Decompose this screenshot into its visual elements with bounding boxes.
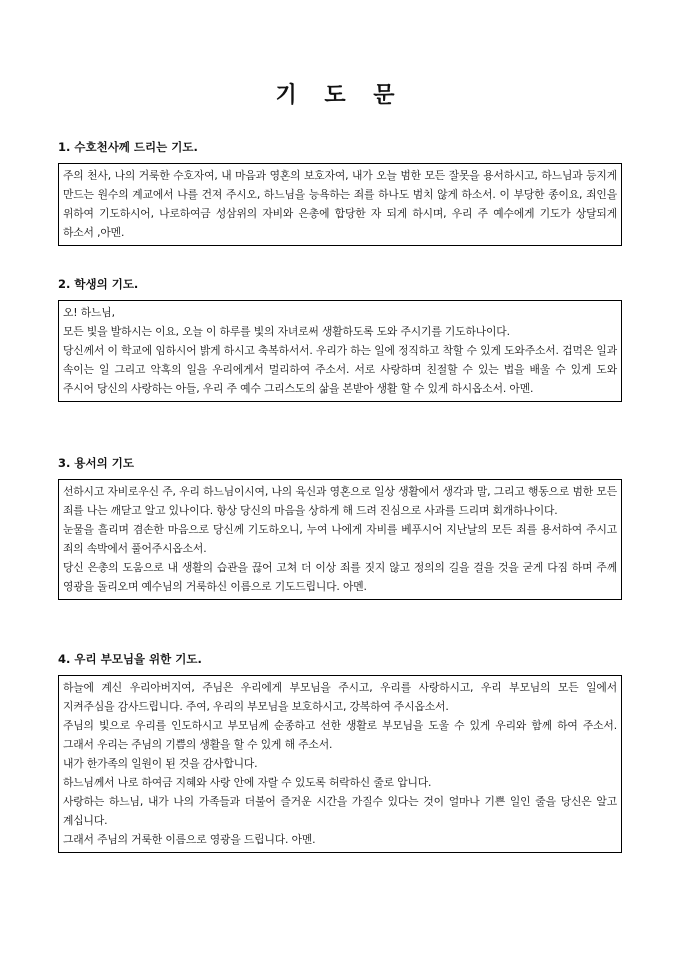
prayer-paragraph: 선하시고 자비로우신 주, 우리 하느님이시여, 나의 육신과 영혼으로 일상 생활에서 생각과 말, 그리고 행동으로 범한 모든 죄를 나는 깨닫고 알고 있나이다. 항상 당신의 마음을 상하게 해 드려 진심으로 사과를 드리며 회개하나이다. [63, 485, 617, 517]
section-heading: 4. 우리 부모님을 위한 기도. [58, 652, 202, 666]
prayer-paragraph: 하느님께서 나로 하여금 지혜와 사랑 안에 자랄 수 있도록 허락하신 줄로 압니다. [63, 776, 432, 789]
prayer-paragraph: 내가 한가족의 일원이 된 것을 감사합니다. [63, 757, 258, 770]
prayer-paragraph: 눈물을 흘리며 겸손한 마음으로 당신께 기도하오니, 누여 나에게 자비를 베푸시어 지난날의 모든 죄를 용서하여 주시고 죄의 속박에서 풀어주시옵소서. [63, 523, 617, 555]
prayer-paragraph: 하늘에 계신 우리아버지여, 주님은 우리에게 부모님을 주시고, 우리를 사랑하시고, 우리 부모님의 모든 일에서 지켜주심을 감사드립니다. 주여, 우리의 부모님을 보호하시고, 강복하여 주시옵소서. [63, 681, 617, 713]
prayer-section-parents [58, 652, 622, 853]
document-title: 기 도 문 [275, 82, 405, 108]
section-heading: 3. 용서의 기도 [58, 456, 134, 470]
prayer-paragraph: 그래서 주님의 거룩한 이름으로 영광을 드립니다. 아멘. [63, 833, 316, 846]
prayer-paragraph: 당신 은총의 도움으로 내 생활의 습관을 끊어 고쳐 더 이상 죄를 짓지 않고 정의의 길을 걸을 것을 굳게 다짐 하며 주께 영광을 돌리오며 예수님의 거룩하신 이름으로 기도드립니다. 아멘. [63, 561, 617, 593]
prayer-text-box [58, 675, 622, 853]
prayer-paragraph: 주님의 빛으로 우리를 인도하시고 부모님께 순종하고 선한 생활로 부모님을 도울 수 있게 우리와 함께 하여 주소서. 그래서 우리는 주님의 기쁨의 생활을 할 수 있게 해 주소서. [63, 719, 617, 751]
section-heading: 2. 학생의 기도. [58, 277, 139, 291]
prayer-paragraph: 오! 하느님, [63, 306, 115, 319]
section-heading: 1. 수호천사께 드리는 기도. [58, 140, 198, 154]
prayer-paragraph: 주의 천사, 나의 거룩한 수호자여, 내 마음과 영혼의 보호자여, 내가 오늘 범한 모든 잘못을 용서하시고, 하느님과 등지게 만드는 원수의 계교에서 나를 건져 주시오, 하느님을 능욕하는 죄를 하나도 범치 않게 하소서. 이 부당한 종이요, 죄인을 위하여 기도하시어, 나로하여금 성삼위의 자비와 은총에 합당한 자 되게 하시며, 우리 주 예수에게 기도가 상달되게 하소서 ,아멘. [63, 169, 617, 239]
prayer-text-box [58, 163, 622, 246]
prayer-text-box [58, 300, 622, 402]
prayer-section-student [58, 277, 622, 402]
prayer-section-guardian-angel [58, 140, 622, 246]
prayer-section-forgiveness [58, 456, 622, 600]
prayer-text-box [58, 479, 622, 600]
prayer-paragraph: 당신께서 이 학교에 임하시어 밝게 하시고 축복하서서. 우리가 하는 일에 정직하고 착할 수 있게 도와주소서. 겁먹은 일과 속이는 일 그리고 악혹의 일을 우리에게서 멀리하여 주소서. 서로 사랑하며 친절할 수 있는 법을 배울 수 있게 도와 주시어 당신의 사랑하는 아들, 우리 주 예수 그리스도의 삶을 본받아 생활 할 수 있게 하시옵소서. 아멘. [63, 344, 617, 395]
prayer-paragraph: 사랑하는 하느님, 내가 나의 가족들과 더불어 즐거운 시간을 가질수 있다는 것이 얼마나 기쁜 일인 줄을 당신은 알고 계십니다. [63, 795, 617, 827]
prayer-paragraph: 모든 빛을 발하시는 이요, 오늘 이 하루를 빛의 자녀로써 생활하도록 도와 주시기를 기도하나이다. [63, 325, 510, 338]
